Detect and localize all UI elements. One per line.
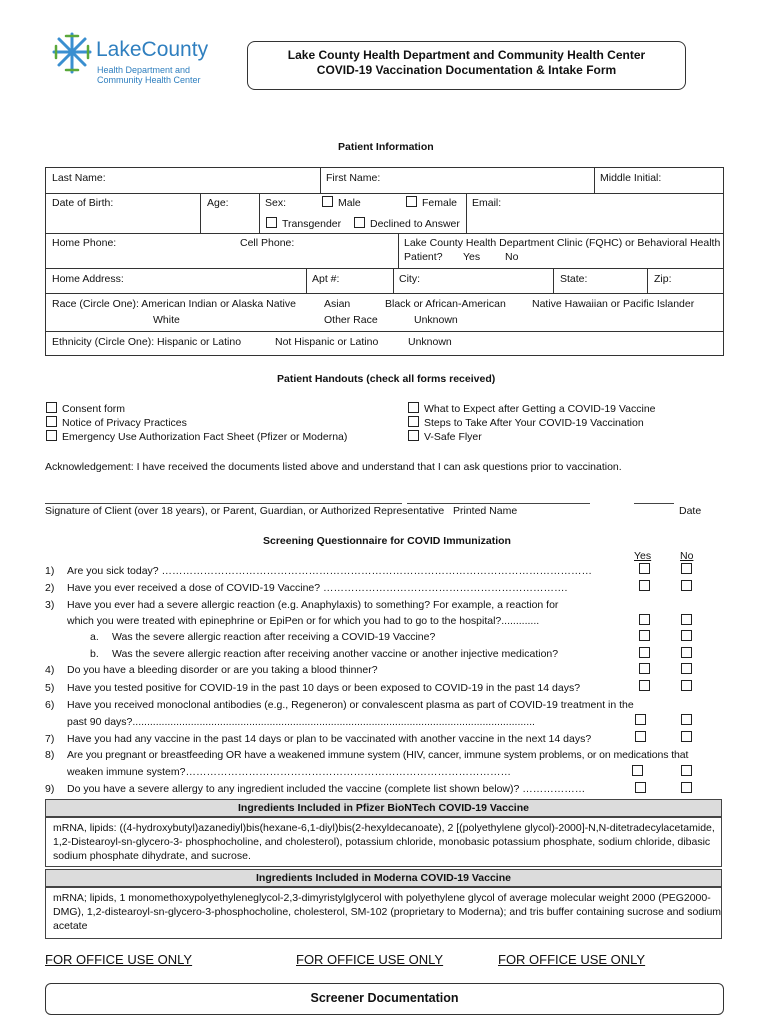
pfizer-ingredients-body: [45, 817, 722, 867]
q8-text-cont: weaken immune system?…………………………………………………………………………………: [67, 766, 511, 778]
patient-info-table: [45, 167, 724, 356]
male-checkbox[interactable]: [322, 196, 333, 207]
screening-title: Screening Questionnaire for COVID Immunization: [263, 535, 511, 547]
q9-number: 9): [45, 783, 55, 795]
qb-number: b.: [90, 648, 99, 660]
q4-yes-checkbox[interactable]: [639, 663, 650, 674]
race-label[interactable]: Race (Circle One): American Indian or Alaska Native: [52, 298, 296, 310]
header-line2: COVID-19 Vaccination Documentation & Intake Form: [316, 63, 617, 77]
cell-phone-label[interactable]: Cell Phone:: [240, 237, 295, 249]
q2-number: 2): [45, 582, 55, 594]
patient-info-title: Patient Information: [338, 141, 434, 153]
what-to-expect-checkbox[interactable]: [408, 402, 419, 413]
logo-name: LakeCounty: [96, 38, 209, 61]
moderna-ingredients-title: Ingredients Included in Moderna COVID-19 Vaccine: [45, 869, 722, 887]
declined-label: Declined to Answer: [370, 218, 460, 230]
signature-label: Signature of Client (over 18 years), or Parent, Guardian, or Authorized Representative: [45, 505, 445, 517]
q1-no-checkbox[interactable]: [681, 563, 692, 574]
q3-text: Have you ever had a severe allergic reaction (e.g. Anaphylaxis) to something? For example, a reaction for: [67, 599, 559, 611]
patient-question: Patient?: [404, 251, 443, 263]
q5-no-checkbox[interactable]: [681, 680, 692, 691]
zip-label[interactable]: Zip:: [654, 273, 672, 285]
race-white[interactable]: White: [153, 314, 180, 326]
logo-sub1: Health Department and: [97, 65, 191, 75]
qa-text: Was the severe allergic reaction after receiving a COVID-19 Vaccine?: [112, 631, 436, 643]
q7-text: Have you had any vaccine in the past 14 days or plan to be vaccinated with another vaccine in the next 14 days?: [67, 733, 592, 745]
q6-yes-checkbox[interactable]: [635, 714, 646, 725]
qa-number: a.: [90, 631, 99, 643]
qa-yes-checkbox[interactable]: [639, 630, 650, 641]
logo-sub2: Community Health Center: [97, 75, 201, 85]
pfizer-ingredients-title: Ingredients Included in Pfizer BioNTech COVID-19 Vaccine: [45, 799, 722, 817]
female-checkbox[interactable]: [406, 196, 417, 207]
q3-yes-checkbox[interactable]: [639, 614, 650, 625]
q1-text: Are you sick today? ……………………………………………………………………………………………………………: [67, 565, 593, 577]
printed-name-line[interactable]: [407, 503, 590, 504]
eua-label: Emergency Use Authorization Fact Sheet (Pfizer or Moderna): [62, 431, 348, 443]
first-name-label[interactable]: First Name:: [326, 172, 381, 184]
city-label[interactable]: City:: [399, 273, 420, 285]
pfizer-line2: 1,2-Distearoyl-sn-glycero-3- phosphocholine, and cholesterol), potassium chloride, monobasic potassium phosphate, sodium chloride, dibasic: [53, 836, 711, 848]
sex-label: Sex:: [265, 197, 287, 209]
screener-title: Screener Documentation: [310, 991, 459, 1005]
home-address-label[interactable]: Home Address:: [52, 273, 124, 285]
race-black[interactable]: Black or African-American: [385, 298, 506, 310]
q9-yes-checkbox[interactable]: [635, 782, 646, 793]
state-label[interactable]: State:: [560, 273, 588, 285]
q2-no-checkbox[interactable]: [681, 580, 692, 591]
q2-text: Have you ever received a dose of COVID-19 Vaccine? …………………………………………………………….: [67, 582, 568, 594]
q1-yes-checkbox[interactable]: [639, 563, 650, 574]
vsafe-checkbox[interactable]: [408, 430, 419, 441]
male-label: Male: [338, 197, 361, 209]
q6-number: 6): [45, 699, 55, 711]
q5-number: 5): [45, 682, 55, 694]
transgender-label: Transgender: [282, 218, 342, 230]
q3-text-cont: which you were treated with epinephrine or EpiPen or for which you had to go to the hospital?.............: [67, 615, 540, 627]
pfizer-line1: mRNA, lipids: ((4-hydroxybutyl)azanediyl)bis(hexane-6,1-diyl)bis(2-hexyldecanoate), 2 [(polyethylene glycol)-2000]-N,N-ditetradecylacetamide,: [53, 822, 715, 834]
steps-checkbox[interactable]: [408, 416, 419, 427]
office-use-label-2: FOR OFFICE USE ONLY: [296, 952, 444, 967]
q4-text: Do you have a bleeding disorder or are you taking a blood thinner?: [67, 664, 378, 676]
q6-text-cont: past 90 days?..........................................................................................................................................: [67, 716, 535, 728]
q8-yes-checkbox[interactable]: [632, 765, 643, 776]
declined-checkbox[interactable]: [354, 217, 365, 228]
middle-initial-label[interactable]: Middle Initial:: [600, 172, 662, 184]
q4-no-checkbox[interactable]: [681, 663, 692, 674]
race-asian[interactable]: Asian: [324, 298, 351, 310]
last-name-label[interactable]: Last Name:: [52, 172, 106, 184]
q8-no-checkbox[interactable]: [681, 765, 692, 776]
q6-no-checkbox[interactable]: [681, 714, 692, 725]
clinic-yes[interactable]: Yes: [463, 251, 481, 263]
q7-yes-checkbox[interactable]: [635, 731, 646, 742]
q8-number: 8): [45, 749, 55, 761]
office-use-label-3: FOR OFFICE USE ONLY: [498, 952, 646, 967]
female-label: Female: [422, 197, 458, 209]
race-hawaiian[interactable]: Native Hawaiian or Pacific Islander: [532, 298, 695, 310]
q8-text: Are you pregnant or breastfeeding OR have a weakened immune system (HIV, cancer, immune system problems, or on medications that: [67, 749, 689, 761]
q9-text: Do you have a severe allergy to any ingredient included the vaccine (complete list shown below)? ………………: [67, 783, 586, 795]
clinic-no[interactable]: No: [505, 251, 519, 263]
q7-number: 7): [45, 733, 55, 745]
dob-label[interactable]: Date of Birth:: [52, 197, 114, 209]
home-phone-label[interactable]: Home Phone:: [52, 237, 117, 249]
q6-text: Have you received monoclonal antibodies (e.g., Regeneron) or convalescent plasma as part of COVID-19 treatment in the: [67, 699, 634, 711]
consent-checkbox[interactable]: [46, 402, 57, 413]
race-other[interactable]: Other Race: [324, 314, 378, 326]
privacy-label: Notice of Privacy Practices: [62, 417, 187, 429]
printed-name-label: Printed Name: [453, 505, 518, 517]
eua-checkbox[interactable]: [46, 430, 57, 441]
consent-label: Consent form: [62, 403, 126, 415]
pfizer-line3: sodium phosphate dihydrate, and sucrose.: [53, 850, 251, 862]
q5-yes-checkbox[interactable]: [639, 680, 650, 691]
lake-county-logo-icon: [50, 30, 94, 76]
date-label: Date: [679, 505, 702, 517]
ethnicity-not-hispanic[interactable]: Not Hispanic or Latino: [275, 336, 379, 348]
qa-no-checkbox[interactable]: [681, 630, 692, 641]
q4-number: 4): [45, 664, 55, 676]
race-unknown[interactable]: Unknown: [414, 314, 458, 326]
moderna-line2: DMG), 1,2-distearoyl-sn-glycero-3-phosphocholine, cholesterol, SM-102 (proprietary to Moderna); and tris buffer containing sucrose and sodium: [53, 906, 722, 918]
q3-number: 3): [45, 599, 55, 611]
yes-column-header: Yes: [634, 550, 652, 562]
moderna-line1: mRNA; lipids, 1 monomethoxypolyethyleneglycol-2,3-dimyristylglycerol with polyethylene glycol of average molecular weight 2000 (PEG2000-: [53, 892, 711, 904]
age-label[interactable]: Age:: [207, 197, 229, 209]
qb-text: Was the severe allergic reaction after receiving another vaccine or another injective medication?: [112, 648, 559, 660]
steps-label: Steps to Take After Your COVID-19 Vaccination: [424, 417, 644, 429]
office-use-label-1: FOR OFFICE USE ONLY: [45, 952, 193, 967]
q5-text: Have you tested positive for COVID-19 in the past 10 days or been exposed to COVID-19 in the past 14 days?: [67, 682, 581, 694]
clinic-question: Lake County Health Department Clinic (FQHC) or Behavioral Health: [404, 237, 721, 249]
moderna-ingredients-body: [45, 887, 722, 939]
moderna-line3: acetate: [53, 920, 88, 932]
vsafe-label: V-Safe Flyer: [424, 431, 482, 443]
email-label[interactable]: Email:: [472, 197, 502, 209]
apt-label[interactable]: Apt #:: [312, 273, 340, 285]
ethnicity-label[interactable]: Ethnicity (Circle One): Hispanic or Latino: [52, 336, 242, 348]
qb-no-checkbox[interactable]: [681, 647, 692, 658]
q1-number: 1): [45, 565, 55, 577]
handouts-title: Patient Handouts (check all forms received): [277, 373, 496, 385]
qb-yes-checkbox[interactable]: [639, 647, 650, 658]
signature-line[interactable]: [45, 503, 402, 504]
no-column-header: No: [680, 550, 694, 562]
q2-yes-checkbox[interactable]: [639, 580, 650, 591]
what-to-expect-label: What to Expect after Getting a COVID-19 Vaccine: [424, 403, 656, 415]
q7-no-checkbox[interactable]: [681, 731, 692, 742]
acknowledgement-text: Acknowledgement: I have received the documents listed above and understand that I can ask questions prior to vaccination.: [45, 461, 622, 473]
q9-no-checkbox[interactable]: [681, 782, 692, 793]
q3-no-checkbox[interactable]: [681, 614, 692, 625]
date-line[interactable]: [634, 503, 674, 504]
transgender-checkbox[interactable]: [266, 217, 277, 228]
header-line1: Lake County Health Department and Community Health Center: [287, 48, 646, 62]
privacy-checkbox[interactable]: [46, 416, 57, 427]
ethnicity-unknown[interactable]: Unknown: [408, 336, 452, 348]
